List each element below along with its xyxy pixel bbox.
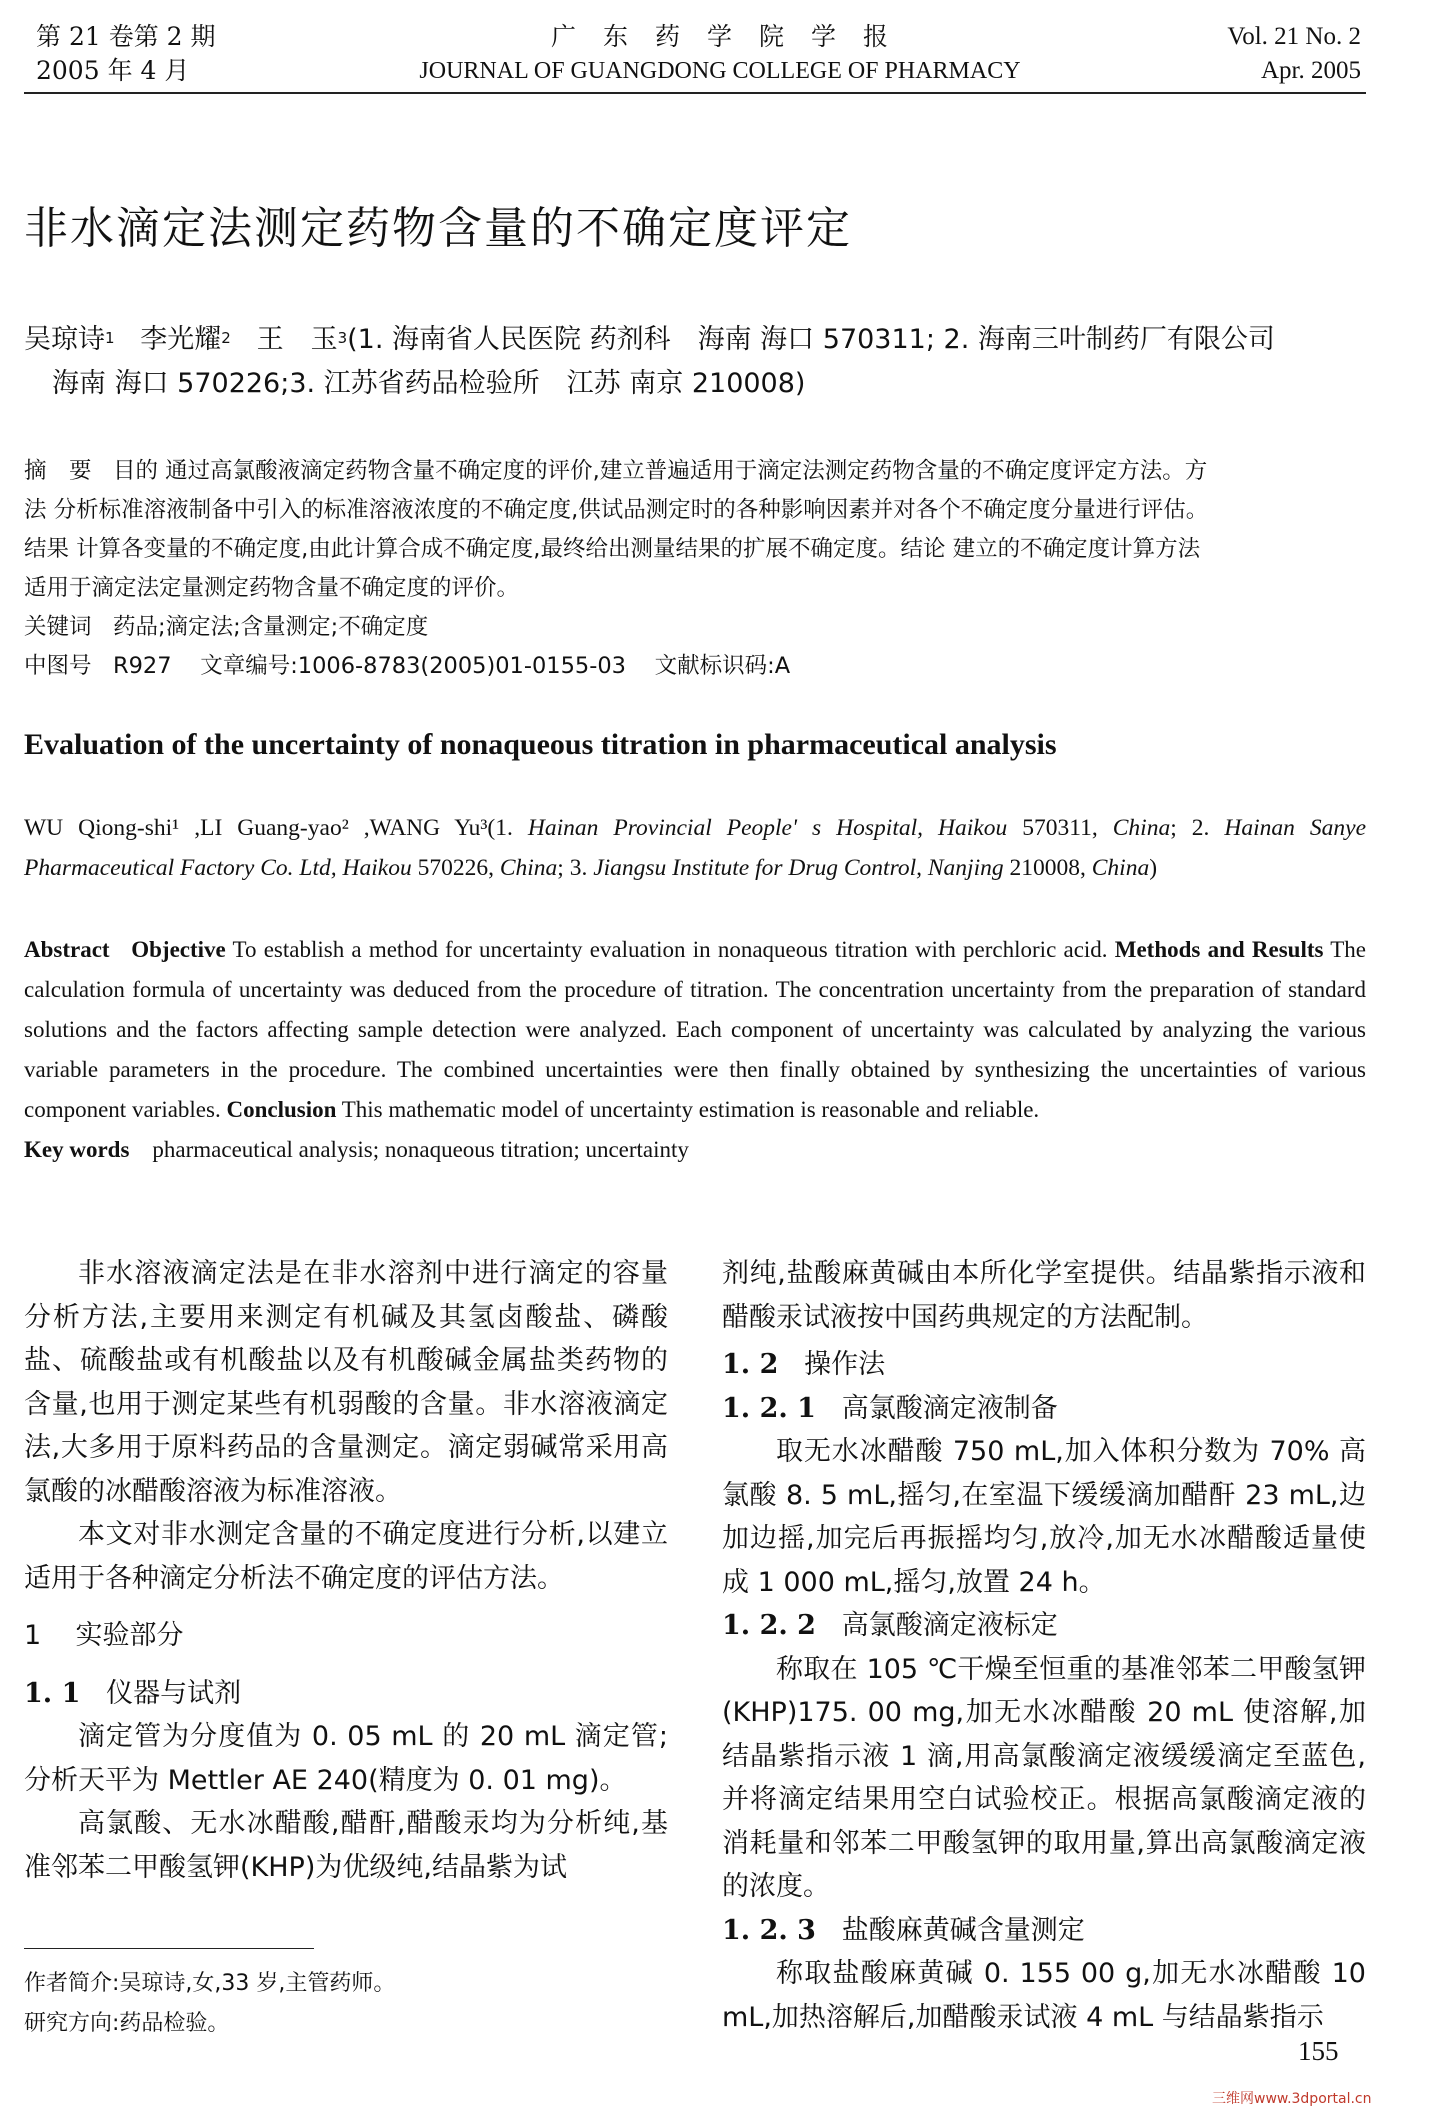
- header-journal: [380, 20, 1060, 88]
- conclusion-label: Conclusion: [226, 1097, 337, 1122]
- aff-en-2f: 210008,: [1003, 855, 1092, 881]
- paragraph-intro-1: 非水溶液滴定法是在非水溶剂中进行滴定的容量分析方法,主要用来测定有机碱及其氢卤酸盐、磷酸盐、硫酸盐或有机酸盐以及有机酸碱金属盐类药物的含量,也用于测定某些有机弱酸的含量。非水溶液滴定法,大多用于原料药品的含量测定。滴定弱碱常采用高氯酸的冰醋酸溶液为标准溶液。: [24, 1258, 668, 1507]
- keywords-cn: [24, 608, 1366, 647]
- author-2-mark: 2: [221, 329, 231, 347]
- paragraph-preparation: 取无水冰醋酸 750 mL,加入体积分数为 70% 高氯酸 8. 5 mL,摇匀,在室温下缓缓滴加醋酐 23 mL,边加边摇,加完后再振摇均匀,放冷,加无水冰醋酸适量使成 1 000 mL,摇匀,放置 24 h。: [722, 1436, 1366, 1598]
- footnote-author-bio: 作者简介:吴琼诗,女,33 岁,主管药师。: [24, 1971, 396, 1996]
- abstract-cn: [24, 452, 1366, 686]
- objective-label: Objective: [131, 937, 226, 962]
- abstract-cn-line-4: 适用于滴定法定量测定药物含量不确定度的评价。: [24, 575, 520, 601]
- header-date-en: Apr. 2005: [1261, 57, 1361, 84]
- aff-en-2g: China: [1091, 855, 1150, 881]
- footnotes: [24, 1964, 395, 2044]
- abstract-en: [24, 930, 1366, 1170]
- section-1-2-1-number: 1. 2. 1: [722, 1392, 816, 1424]
- section-1-2-number: 1. 2: [722, 1349, 779, 1380]
- classification-line: [24, 647, 1366, 686]
- section-1-1-title: 仪器与试剂: [106, 1677, 242, 1709]
- section-1-2-1-title: 高氯酸滴定液制备: [841, 1392, 1058, 1424]
- keywords-cn-text: 药品;滴定法;含量测定;不确定度: [112, 614, 429, 640]
- section-1-2-1-heading: [722, 1387, 1366, 1431]
- paragraph-reagents-cont: 剂纯,盐酸麻黄碱由本所化学室提供。结晶紫指示液和醋酸汞试液按中国药典规定的方法配制。: [722, 1258, 1366, 1333]
- aff-en-2e: Jiangsu Institute for Drug Control, Nanjing: [593, 855, 1004, 881]
- section-1-2-3-title: 盐酸麻黄碱含量测定: [841, 1914, 1085, 1946]
- section-1-2-3-number: 1. 2. 3: [722, 1914, 816, 1946]
- doc-code-label: 文献标识码:: [654, 653, 775, 679]
- page-title-en: Evaluation of the uncertainty of nonaqueous titration in pharmaceutical analysis: [24, 728, 1057, 761]
- objective-text: To establish a method for uncertainty evaluation in nonaqueous titration with perchloric acid.: [225, 937, 1115, 962]
- section-1-2-3-heading: [722, 1909, 1366, 1953]
- header-rule: [24, 92, 1366, 94]
- conclusion-text: This mathematic model of uncertainty estimation is reasonable and reliable.: [336, 1097, 1040, 1122]
- aff-en-1a: (1.: [487, 815, 528, 841]
- section-1-2-heading: [722, 1343, 1366, 1387]
- watermark: 三维网www.3dportal.cn: [1212, 2091, 1372, 2107]
- clc-label: 中图号: [24, 653, 92, 679]
- section-1-2-2-title: 高氯酸滴定液标定: [841, 1610, 1058, 1641]
- author-2: 李光耀: [140, 324, 222, 355]
- aff-en-1c: 570311,: [1007, 815, 1113, 841]
- abstract-en-label: Abstract: [24, 937, 110, 962]
- author-1-mark: 1: [105, 329, 115, 347]
- aff-en-2c: China: [499, 855, 558, 881]
- aff-en-2d: ; 3.: [557, 855, 594, 881]
- affiliation-cn-line2: 海南 海口 570226;3. 江苏省药品检验所 江苏 南京 210008): [52, 368, 806, 399]
- authors-en-names: WU Qiong-shi¹ ,LI Guang-yao² ,WANG Yu³: [24, 815, 488, 841]
- doc-code-value: A: [774, 653, 791, 679]
- header-journal-cn: 广 东 药 学 院 学 报: [550, 22, 889, 51]
- section-1-2-2-number: 1. 2. 2: [722, 1610, 816, 1641]
- abstract-cn-label: 摘 要: [24, 458, 92, 484]
- section-1-number: 1: [24, 1620, 42, 1651]
- aff-en-1e: ; 2.: [1170, 815, 1225, 841]
- paragraph-assay: 称取盐酸麻黄碱 0. 155 00 g,加无水冰醋酸 10 mL,加热溶解后,加醋酸汞试液 4 mL 与结晶紫指示: [722, 1958, 1366, 2033]
- section-1-1-number: 1. 1: [24, 1677, 81, 1709]
- abstract-cn-line-2: 法 分析标准溶液制备中引入的标准溶液浓度的不确定度,供试品测定时的各种影响因素并对各个不确定度分量进行评估。: [24, 497, 1209, 523]
- keywords-cn-label: 关键词: [24, 614, 92, 640]
- authors-en: [24, 808, 1366, 888]
- header-volume-en: [1227, 20, 1361, 88]
- header-date-cn: 2005 年 4 月: [36, 56, 190, 85]
- author-3-mark: 3: [337, 329, 348, 347]
- aff-en-1b: Hainan Provincial People' s Hospital, Haikou: [527, 815, 1008, 841]
- footnote-research-field: 研究方向:药品检验。: [24, 2011, 230, 2036]
- section-1-2-title: 操作法: [804, 1349, 886, 1380]
- paragraph-reagents: 高氯酸、无水冰醋酸,醋酐,醋酸汞均为分析纯,基准邻苯二甲酸氢钾(KHP)为优级纯,结晶紫为试: [24, 1808, 668, 1883]
- section-1-1-heading: [24, 1672, 668, 1716]
- paragraph-intro-2: 本文对非水测定含量的不确定度进行分析,以建立适用于各种滴定分析法不确定度的评估方法。: [24, 1519, 668, 1594]
- body-right-column: [722, 1252, 1366, 2039]
- section-1-title: 实验部分: [75, 1620, 184, 1651]
- abstract-cn-line-1: [24, 452, 1366, 491]
- article-no-value: 1006-8783(2005)01-0155-03: [297, 653, 626, 679]
- aff-en-2a: Pharmaceutical Factory Co. Ltd, Haikou: [24, 855, 412, 881]
- section-1-heading: [24, 1614, 668, 1658]
- affiliation-cn-line1: (1. 海南省人民医院 药剂科 海南 海口 570311; 2. 海南三叶制药厂有限公司: [347, 324, 1275, 355]
- body-left-column: [24, 1252, 668, 1889]
- keywords-en-text: pharmaceutical analysis; nonaqueous titration; uncertainty: [152, 1137, 689, 1162]
- author-1: 吴琼诗: [24, 324, 105, 355]
- footnote-rule: [24, 1948, 314, 1949]
- paragraph-instruments: 滴定管为分度值为 0. 05 mL 的 20 mL 滴定管;分析天平为 Mettler AE 240(精度为 0. 01 mg)。: [24, 1721, 668, 1796]
- aff-en-2b: 570226,: [411, 855, 500, 881]
- keywords-en-label: Key words: [24, 1137, 130, 1162]
- methods-label: Methods and Results: [1114, 937, 1324, 962]
- authors-cn-line1: [24, 318, 1366, 362]
- header-volume-cn: [36, 20, 216, 88]
- page-number: 155: [1298, 2036, 1339, 2066]
- header-volume-issue-en: Vol. 21 No. 2: [1227, 23, 1361, 50]
- aff-en-1f: Hainan Sanye: [1224, 815, 1367, 841]
- abstract-cn-text-1: 目的 通过高氯酸液滴定药物含量不确定度的评价,建立普遍适用于滴定法测定药物含量的不确定度评定方法。方: [112, 458, 1208, 484]
- authors-cn: [24, 318, 1366, 406]
- methods-text: The calculation formula of uncertainty was deduced from the procedure of titration. The concentration uncertainty from the preparation of standard solutions and the factors affecting sample detection were analyzed. Each component of uncertainty was calculated by analyzing the various variable parameters in the procedure. The combined uncertainties were then finally obtained by synthesizing the uncertainties of various component variables.: [24, 937, 1367, 1122]
- author-3: 王 玉: [256, 324, 338, 355]
- aff-en-1d: China: [1112, 815, 1171, 841]
- header-volume-issue-cn: 第 21 卷第 2 期: [36, 22, 216, 51]
- page-title-cn: 非水滴定法测定药物含量的不确定度评定: [24, 203, 852, 254]
- abstract-cn-line-3: 结果 计算各变量的不确定度,由此计算合成不确定度,最终给出测量结果的扩展不确定度。结论 建立的不确定度计算方法: [24, 536, 1201, 562]
- article-no-label: 文章编号:: [200, 653, 298, 679]
- paragraph-standardization: 称取在 105 ℃干燥至恒重的基准邻苯二甲酸氢钾(KHP)175. 00 mg,加无水冰醋酸 20 mL 使溶解,加结晶紫指示液 1 滴,用高氯酸滴定液缓缓滴定至蓝色,并将滴定结果用空白试验校正。根据高氯酸滴定液的消耗量和邻苯二甲酸氢钾的取用量,算出高氯酸滴定液的浓度。: [722, 1653, 1366, 1902]
- header-journal-en: JOURNAL OF GUANGDONG COLLEGE OF PHARMACY: [419, 58, 1021, 84]
- aff-en-2h: ): [1149, 855, 1158, 881]
- clc-value: R927: [112, 653, 172, 679]
- keywords-en: [24, 1130, 1366, 1170]
- section-1-2-2-heading: [722, 1604, 1366, 1648]
